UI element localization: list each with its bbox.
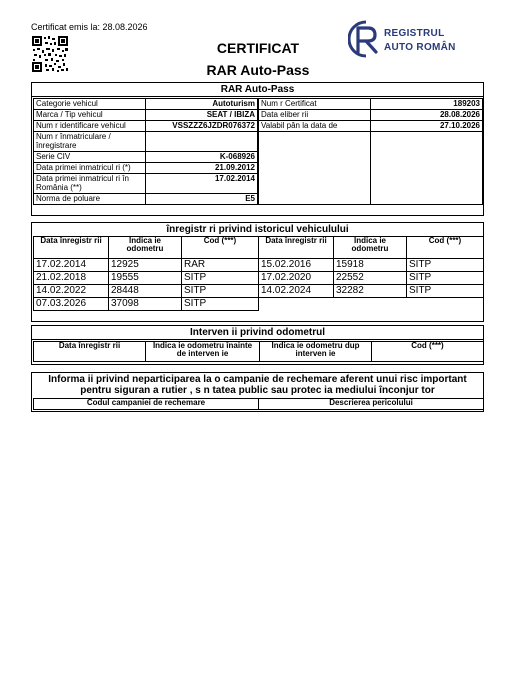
- qr-code: [31, 35, 69, 73]
- history-title: înregistr ri privind istoricul vehiculului: [166, 224, 349, 235]
- interventions-table: [33, 341, 484, 362]
- certificate-label: Data eliber rii: [259, 110, 371, 121]
- history-header: Cod (***): [407, 237, 484, 259]
- certificate-empty-cell: [371, 132, 483, 205]
- interventions-title: Interven ii privind odometrul: [189, 327, 325, 338]
- vehicle-row: [34, 163, 258, 174]
- certificate-details-table: [258, 98, 483, 205]
- history-cell: 15918: [334, 259, 407, 272]
- history-header: Indica ie odometru: [334, 237, 407, 259]
- history-cell: 28448: [109, 285, 182, 298]
- history-cell: 17.02.2014: [34, 259, 109, 272]
- vehicle-value: SEAT / IBIZA: [146, 110, 258, 121]
- recall-title: Informa ii privind neparticiparea la o campanie de rechemare aferent unui risc important pentru siguran a rutier , s n tatea public sau protec ia mediului înconjur tor: [48, 374, 467, 396]
- history-table: [33, 236, 484, 311]
- interventions-header: Indica ie odometru înainte de interven ie: [146, 342, 260, 362]
- vehicle-value: [146, 132, 258, 152]
- certificate-row: [259, 121, 483, 132]
- vehicle-row: [34, 174, 258, 194]
- vehicle-label: Data primei inmatricul ri în România (**): [34, 174, 146, 194]
- issued-date-line: Certificat emis la: 28.08.2026: [31, 22, 148, 32]
- vehicle-value: Autoturism: [146, 99, 258, 110]
- interventions-header-row: [34, 342, 484, 362]
- history-cell: 15.02.2016: [259, 259, 334, 272]
- recall-table: [33, 398, 484, 410]
- interventions-header: Cod (***): [372, 342, 484, 362]
- history-cell: 14.02.2022: [34, 285, 109, 298]
- vehicle-row: [34, 132, 258, 152]
- vehicle-row: [34, 121, 258, 132]
- history-cell: 37098: [109, 298, 182, 311]
- history-cell: RAR: [182, 259, 259, 272]
- history-cell: [334, 298, 407, 311]
- certificate-value: 189203: [371, 99, 483, 110]
- history-cell: 32282: [334, 285, 407, 298]
- certificate-row: [259, 110, 483, 121]
- history-cell: 14.02.2024: [259, 285, 334, 298]
- vehicle-label: Data primei inmatricul ri (*): [34, 163, 146, 174]
- rar-logo-icon: [348, 20, 384, 58]
- vehicle-label: Num r înmatriculare / înregistrare: [34, 132, 146, 152]
- table-row: [34, 285, 484, 298]
- history-cell: SITP: [182, 298, 259, 311]
- vehicle-label: Serie CIV: [34, 152, 146, 163]
- logo-text-line2: AUTO ROMÂN: [384, 42, 456, 53]
- history-cell: SITP: [182, 272, 259, 285]
- interventions-header: Indica ie odometru dup interven ie: [260, 342, 372, 362]
- history-cell: 12925: [109, 259, 182, 272]
- history-cell: SITP: [407, 259, 484, 272]
- history-cell: 17.02.2020: [259, 272, 334, 285]
- certificate-value: 27.10.2026: [371, 121, 483, 132]
- history-cell: 21.02.2018: [34, 272, 109, 285]
- certificate-row: [259, 132, 483, 205]
- vehicle-label: Norma de poluare: [34, 194, 146, 205]
- certificate-title: CERTIFICAT: [216, 40, 300, 56]
- certificate-row: [259, 99, 483, 110]
- recall-header: Codul campaniei de rechemare: [34, 399, 259, 410]
- history-cell: 22552: [334, 272, 407, 285]
- vehicle-label: Categorie vehicul: [34, 99, 146, 110]
- history-cell: SITP: [407, 285, 484, 298]
- vehicle-details-table: [33, 98, 258, 205]
- history-header: Data înregistr rii: [34, 237, 109, 259]
- vehicle-row: [34, 152, 258, 163]
- logo-text-line1: REGISTRUL: [384, 28, 445, 39]
- vehicle-value: 21.09.2012: [146, 163, 258, 174]
- table-row: [34, 259, 484, 272]
- history-header: Indica ie odometru: [109, 237, 182, 259]
- certificate-subtitle: RAR Auto-Pass: [206, 62, 310, 78]
- vehicle-label: Marca / Tip vehicul: [34, 110, 146, 121]
- history-cell: [407, 298, 484, 311]
- vehicle-value: K-068926: [146, 152, 258, 163]
- history-cell: 19555: [109, 272, 182, 285]
- history-cell: 07.03.2026: [34, 298, 109, 311]
- history-cell: [259, 298, 334, 311]
- recall-header: Descrierea pericolului: [259, 399, 484, 410]
- vehicle-box-title: RAR Auto-Pass: [220, 84, 295, 95]
- history-cell: SITP: [407, 272, 484, 285]
- history-cell: SITP: [182, 285, 259, 298]
- certificate-empty-cell: [259, 132, 371, 205]
- certificate-label: Num r Certificat: [259, 99, 371, 110]
- vehicle-row: [34, 194, 258, 205]
- vehicle-label: Num r identificare vehicul: [34, 121, 146, 132]
- certificate-value: 28.08.2026: [371, 110, 483, 121]
- interventions-header: Data înregistr rii: [34, 342, 146, 362]
- history-header: Data înregistr rii: [259, 237, 334, 259]
- table-row: [34, 272, 484, 285]
- vehicle-value: E5: [146, 194, 258, 205]
- certificate-label: Valabil pân la data de: [259, 121, 371, 132]
- recall-header-row: [34, 399, 484, 410]
- table-row: [34, 298, 484, 311]
- history-header: Cod (***): [182, 237, 259, 259]
- vehicle-row: [34, 110, 258, 121]
- history-header-row: [34, 237, 484, 259]
- vehicle-value: 17.02.2014: [146, 174, 258, 194]
- vehicle-row: [34, 99, 258, 110]
- vehicle-value: VSSZZZ6JZDR076372: [146, 121, 258, 132]
